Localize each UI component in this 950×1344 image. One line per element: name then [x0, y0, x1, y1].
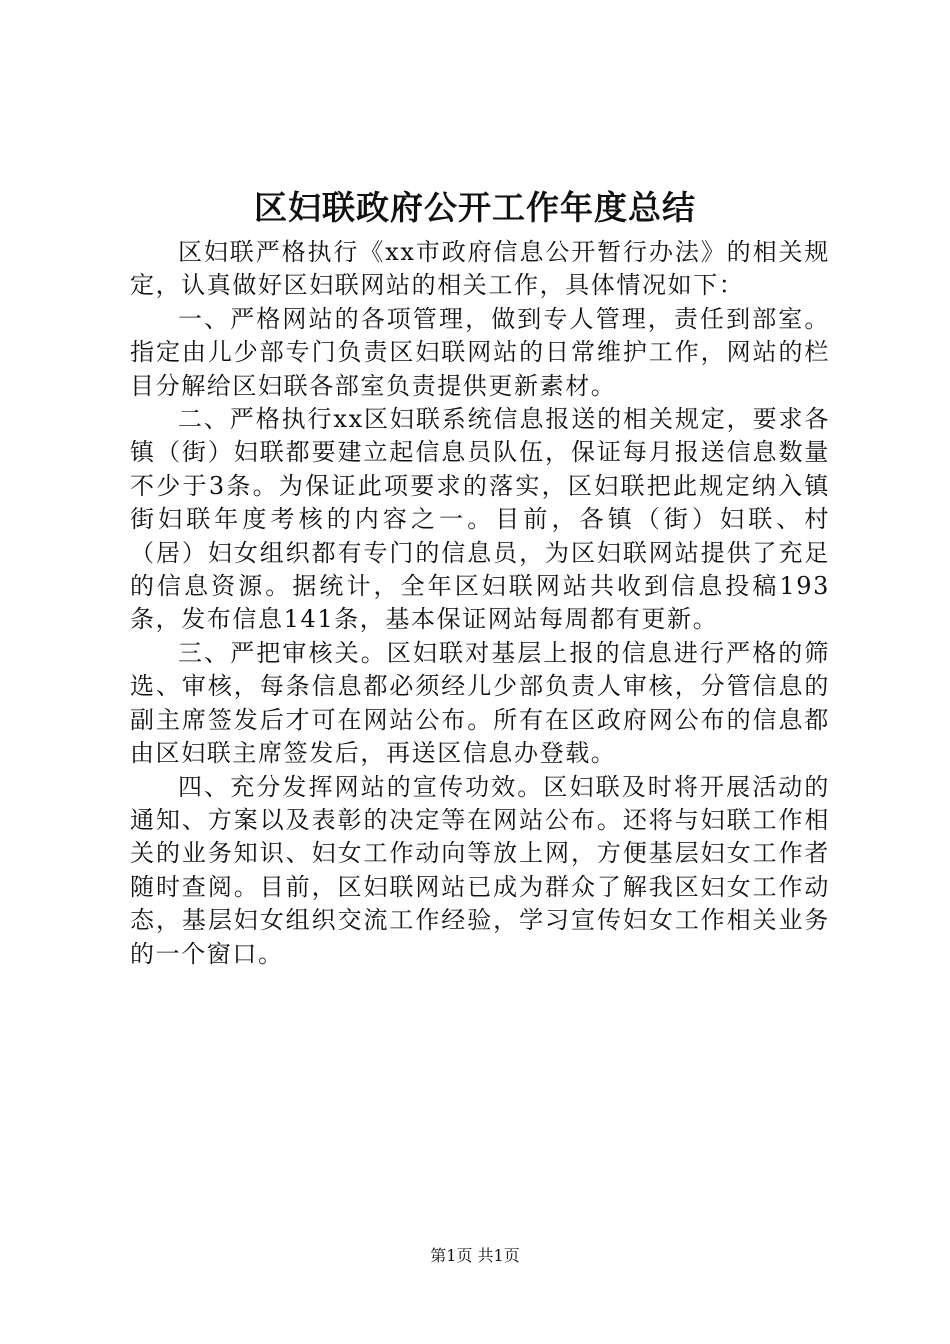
- paragraph-section-4: 四、充分发挥网站的宣传功效。区妇联及时将开展活动的通知、方案以及表彰的决定等在网站公布。还将与妇联工作相关的业务知识、妇女工作动向等放上网，方便基层妇女工作者随时查阅。目前，区妇联网站已成为群众了解我区妇女工作动态，基层妇女组织交流工作经验，学习宣传妇女工作相关业务的一个窗口。: [130, 772, 830, 968]
- paragraph-section-2: 二、严格执行xx区妇联系统信息报送的相关规定，要求各镇（街）妇联都要建立起信息员队伍，保证每月报送信息数量不少于3条。为保证此项要求的落实，区妇联把此规定纳入镇街妇联年度考核的内容之一。目前，各镇（街）妇联、村（居）妇女组织都有专门的信息员，为区妇联网站提供了充足的信息资源。据统计，全年区妇联网站共收到信息投稿193条，发布信息141条，基本保证网站每周都有更新。: [130, 405, 830, 634]
- page-number-footer: 第1页 共1页: [430, 1246, 520, 1265]
- paragraph-intro: 区妇联严格执行《xx市政府信息公开暂行办法》的相关规定，认真做好区妇联网站的相关工作，具体情况如下：: [130, 238, 830, 300]
- document-title: 区妇联政府公开工作年度总结: [254, 188, 696, 227]
- paragraph-section-1: 一、严格网站的各项管理，做到专人管理，责任到部室。指定由儿少部专门负责区妇联网站的日常维护工作，网站的栏目分解给区妇联各部室负责提供更新素材。: [130, 304, 830, 400]
- document-body: [130, 236, 830, 971]
- paragraph-section-3: 三、严把审核关。区妇联对基层上报的信息进行严格的筛选、审核，每条信息都必须经儿少部负责人审核，分管信息的副主席签发后才可在网站公布。所有在区政府网公布的信息都由区妇联主席签发后，再送区信息办登载。: [130, 638, 830, 768]
